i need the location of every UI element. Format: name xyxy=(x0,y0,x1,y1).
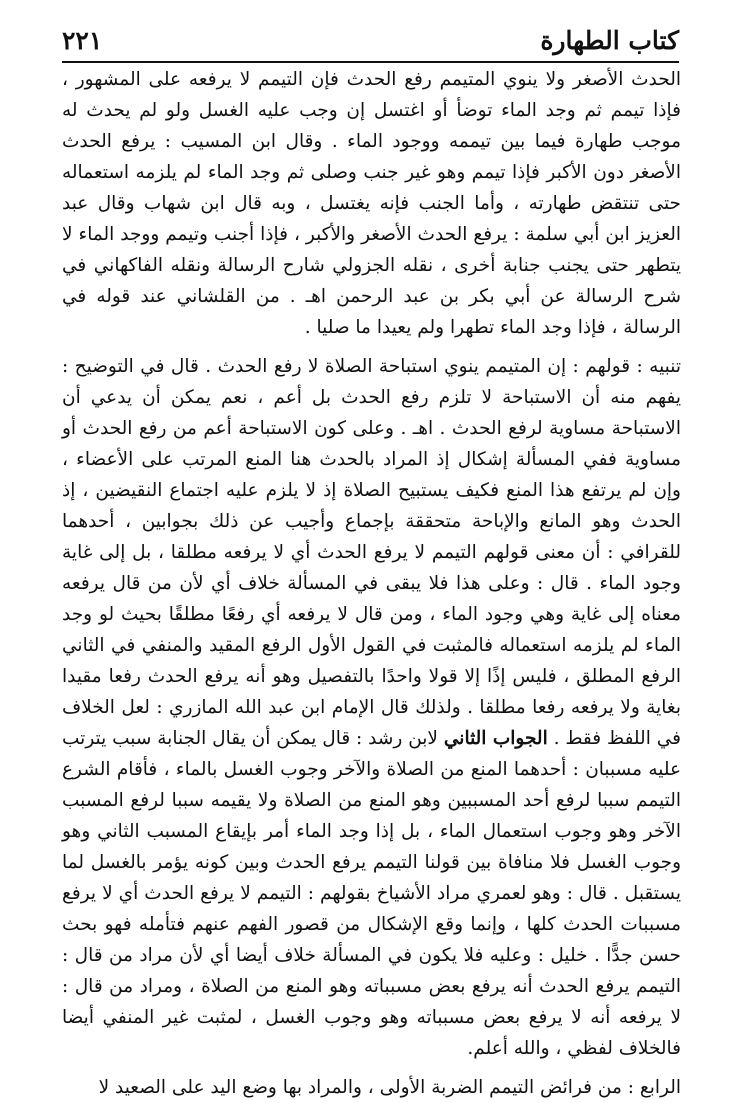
paragraph-2-bold-heading: الجواب الثاني xyxy=(443,728,548,749)
page-header xyxy=(62,22,679,60)
header-divider xyxy=(62,61,679,63)
body-text xyxy=(62,64,681,1103)
paragraph-2-text-after-bold: لابن رشد : قال يمكن أن يقال الجنابة سبب يترتب عليه مسببان : أحدهما المنع من الصلاة والآخر وجوب الغسل بالماء ، فأقام الشرع التيمم سببا لرفع أحد المسببين وهو المنع من الصلاة ولا يقيمه سببا لرفع المسبب الآخر وهو وجوب استعمال الماء ، بل إذا وجد الماء أمر بإيقاع المسبب الثاني وهو وجوب الغسل فلا منافاة بين قولنا التيمم يرفع الحدث وبين كونه يؤمر بالغسل لما يستقبل . قال : وهو لعمري مراد الأشياخ بقولهم : التيمم لا يرفع الحدث أي لا يرفع مسببات الحدث كلها ، وإنما وقع الإشكال من قصور الفهم عنهم فتأمله فهو بحث حسن جدًّا . خليل : وعليه فلا يكون في المسألة خلاف أيضا أي لأن مراد من قال : التيمم يرفع الحدث أنه يرفع بعض مسبباته وهو المنع من الصلاة ، ومراد من قال : لا يرفعه أنه لا يرفع بعض مسبباته وهو وجوب الغسل ، لمثبت غير المنفي أيضا فالخلاف لفظي ، والله أعلم. xyxy=(62,728,681,1059)
paragraph-3: الرابع : من فرائض التيمم الضربة الأولى ، والمراد بها وضع اليد على الصعيد لا xyxy=(98,1077,681,1098)
book-title: كتاب الطهارة xyxy=(540,26,679,55)
paragraph-2-text-before-bold: تنبيه : قولهم : إن المتيمم ينوي استباحة الصلاة لا رفع الحدث . قال في التوضيح : يفهم منه أن الاستباحة لا تلزم رفع الحدث بل أعم ، نعم يمكن أن يدعي أن الاستباحة مساوية لرفع الحدث . اهـ . وعلى كون الاستباحة أعم من رفع الحدث أو مساوية ففي المسألة إشكال إذ المراد بالحدث هنا المنع المرتب على الأعضاء ، وإن لم يرتفع هذا المنع فكيف يستبيح الصلاة إذ لا يلزم عليه اجتماع النقيضين ، إذ الحدث وهو المانع والإباحة متحققة بإجماع وأجيب عن ذلك بجوابين ، أحدهما للقرافي : أن معنى قولهم التيمم لا يرفع الحدث أي لا يرفعه مطلقا ، بل إلى غاية وجود الماء . قال : وعلى هذا فلا يبقى في المسألة خلاف أي لأن من قال يرفعه معناه إلى غاية وهي وجود الماء ، ومن قال لا يرفعه أي رفعًا مطلقًا بحيث لو وجد الماء لم يلزمه استعماله فالمثبت في القول الأول الرفع المقيد والمنفي في الثاني الرفع المطلق ، فليس إذًا إلا قولا واحدًا بالتفصيل وهو أنه يرفع الحدث رفعا مقيدا بغاية ولا يرفعه رفعا مطلقا . ولذلك قال الإمام ابن عبد الله المازري : لعل الخلاف في اللفظ فقط . xyxy=(62,356,681,749)
page-number: ٢٢١ xyxy=(62,26,103,55)
paragraph-1: الحدث الأصغر ولا ينوي المتيمم رفع الحدث فإن التيمم لا يرفعه على المشهور ، فإذا تيمم ثم وجد الماء توضأ أو اغتسل إن وجب عليه الغسل ولو لم يحدث له موجب طهارة فيما بين تيممه ووجود الماء . وقال ابن المسيب : يرفع الحدث الأصغر دون الأكبر فإذا تيمم وهو غير جنب وصلى ثم وجد الماء لم يلزمه استعماله حتى تنتقض طهارته ، وأما الجنب فإنه يغتسل ، وبه قال ابن شهاب وقال عبد العزيز ابن أبي سلمة : يرفع الحدث الأصغر والأكبر ، فإذا أجنب وتيمم ووجد الماء لا يتطهر حتى يجنب جنابة أخرى ، نقله الجزولي شارح الرسالة ونقله الفاكهاني في شرح الرسالة عن أبي بكر بن عبد الرحمن اهـ . من القلشاني عند قوله في الرسالة ، فإذا وجد الماء تطهرا ولم يعيدا ما صليا . xyxy=(62,69,681,338)
paragraph-2 xyxy=(62,351,681,1064)
